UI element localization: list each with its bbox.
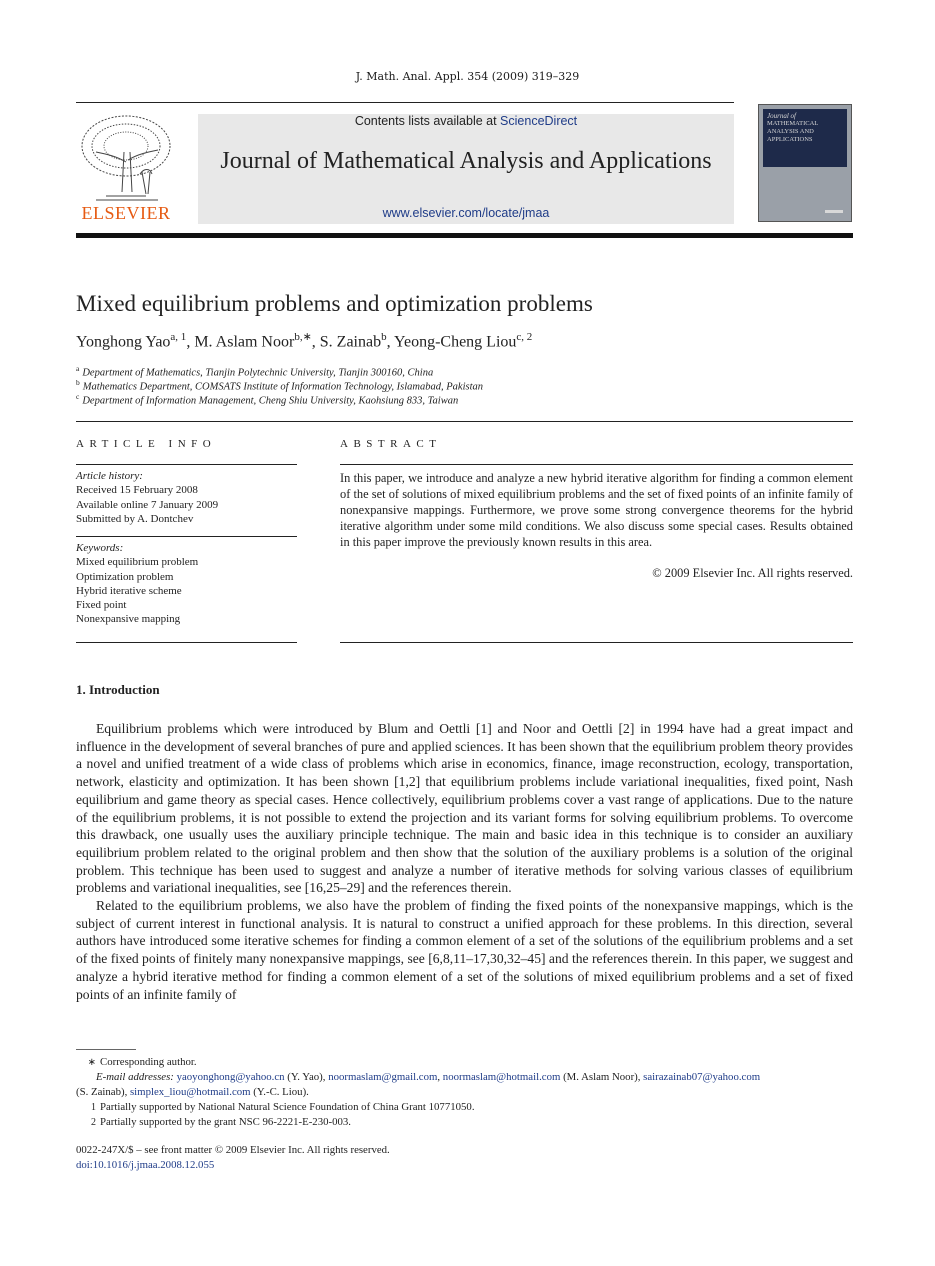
paragraph: Related to the equilibrium problems, we also have the problem of finding the fixed points of the nonexpansive mappings, which is the subject of current interest in functional analysis. It is natural to construct a unified approach for these problems. In this direction, several authors have introduced some iterative schemes for finding a common element of a set of the solutions of the equilibrium problems and a set of the fixed points of finitely many nonexpansive mappings, see [6,8,11–17,30,32–45] and the references therein. In this paper, we suggest and analyze a hybrid iterative method for finding a common element of a set of the solutions of mixed equilibrium problems and a set of fixed points of an infinite family of bbox=[76, 898, 853, 1002]
affiliation: $^b$ Mathematics Department, COMSATS Institute of Information Technology, Islamabad, Pakistan bbox=[76, 378, 483, 393]
article-info-heading: ARTICLE INFO bbox=[76, 438, 217, 450]
author-name: Yonghong Yao bbox=[76, 333, 171, 351]
elsevier-wordmark: ELSEVIER bbox=[81, 203, 171, 223]
email-link[interactable]: noormaslam@gmail.com bbox=[328, 1071, 438, 1083]
introduction-heading: 1. Introduction bbox=[76, 682, 160, 697]
footnote-rule bbox=[76, 1049, 136, 1050]
doi-link[interactable]: doi:10.1016/j.jmaa.2008.12.055 bbox=[76, 1159, 215, 1171]
affiliation: $^c$ Department of Information Management, Cheng Shiu University, Kaohsiung 833, Taiwan bbox=[76, 392, 459, 407]
paragraph: Equilibrium problems which were introduced by Blum and Oettli [1] and Noor and Oettli [2] in 1994 have had a great impact and influence in the development of several branches of pure and applied sciences. It has been shown that the equilibrium problem theory provides a novel and unified treatment of a wide class of problems which arise in economics, finance, image reconstruction, ecology, transportation, network, elasticity and optimization. It has been shown [1,2] that equilibrium problems include variational inequalities, fixed point, Nash equilibrium and game theory as special cases. Hence collectively, equilibrium problems cover a vast range of applications. Due to the nature of the equilibrium problems, it is not possible to extend the projection and its variant forms for solving equilibrium problems. To overcome this drawback, one usually uses the auxiliary principle technique. The main and basic idea in this technique is to consider an auxiliary equilibrium problem related to the original problem and then show that the solution of the auxiliary problems is a solution of the original problem. This technique has been used to suggest and analyze a number of iterative methods for solving various classes of equilibrium problems and variational inequalities, see [16,25–29] and the references therein. bbox=[76, 721, 853, 896]
journal-cover-image bbox=[758, 104, 852, 222]
footnote-corresponding: ∗ Corresponding author. bbox=[87, 1056, 197, 1068]
affiliation: $^a$ Department of Mathematics, Tianjin Polytechnic University, Tianjin 300160, China bbox=[76, 364, 434, 379]
email-link[interactable]: sairazainab07@yahoo.com bbox=[643, 1071, 761, 1083]
author-name: S. Zainab bbox=[319, 333, 382, 351]
section-divider bbox=[76, 421, 853, 422]
keyword: Nonexpansive mapping bbox=[76, 613, 181, 626]
author-name: M. Aslam Noor bbox=[194, 333, 295, 351]
footnote-2: 2 Partially supported by the grant NSC 96-2221-E-230-003. bbox=[91, 1116, 351, 1128]
abstract-rule bbox=[340, 464, 853, 465]
imprint bbox=[76, 1143, 853, 1173]
history-online: Available online 7 January 2009 bbox=[76, 498, 219, 511]
journal-citation: J. Math. Anal. Appl. 354 (2009) 319–329 bbox=[355, 70, 580, 83]
abstract-heading: ABSTRACT bbox=[340, 438, 442, 450]
abstract-copyright: © 2009 Elsevier Inc. All rights reserved. bbox=[652, 566, 853, 580]
journal-url-link[interactable]: www.elsevier.com/locate/jmaa bbox=[382, 206, 550, 220]
introduction-body bbox=[76, 720, 853, 1003]
history-submitted: Submitted by A. Dontchev bbox=[76, 512, 194, 525]
footnote-emails: E-mail addresses: yaoyonghong@yahoo.cn (Y. Yao), noormaslam@gmail.com, noormaslam@hotmail.com (M. Aslam Noor), sairazainab07@yahoo.com bbox=[96, 1071, 761, 1083]
article-history: Article history: Received 15 February 2008 Available online 7 January 2009 Submitted by A. Dontchev bbox=[76, 469, 297, 526]
footnote-emails-cont: (S. Zainab), simplex_liou@hotmail.com (Y.-C. Liou). bbox=[76, 1086, 309, 1098]
cover-title-band: Journal of MATHEMATICAL ANALYSIS AND APPLICATIONS bbox=[763, 109, 847, 167]
keyword: Hybrid iterative scheme bbox=[76, 584, 182, 597]
sciencedirect-link[interactable]: ScienceDirect bbox=[500, 114, 578, 128]
journal-header bbox=[198, 114, 734, 224]
email-link[interactable]: simplex_liou@hotmail.com bbox=[129, 1086, 251, 1098]
keywords-list: Keywords: Mixed equilibrium problem Optimization problem Hybrid iterative scheme Fixed point Nonexpansive mapping bbox=[76, 541, 297, 627]
footnotes bbox=[76, 1055, 853, 1130]
issn-line: 0022-247X/$ – see front matter © 2009 Elsevier Inc. All rights reserved. bbox=[76, 1144, 390, 1156]
email-link[interactable]: yaoyonghong@yahoo.cn bbox=[176, 1071, 285, 1083]
keyword: Optimization problem bbox=[76, 570, 174, 583]
article-info-rule bbox=[76, 464, 297, 465]
author-list: Yonghong Yao$^{a, 1}$, M. Aslam Noor$^{b,∗}$, S. Zainab$^b$, Yeong-Cheng Liou$^{c, 2}$ bbox=[76, 331, 533, 351]
paper-title: Mixed equilibrium problems and optimization problems bbox=[76, 291, 593, 316]
header-thick-rule bbox=[76, 233, 853, 238]
article-info-rule bbox=[76, 642, 297, 643]
author-name: Yeong-Cheng Liou bbox=[394, 333, 517, 351]
email-link[interactable]: noormaslam@hotmail.com bbox=[442, 1071, 561, 1083]
cover-publisher-mark bbox=[825, 210, 843, 213]
footnote-1: 1 Partially supported by National Natural Science Foundation of China Grant 10771050. bbox=[91, 1101, 475, 1113]
contents-available-line: Contents lists available at ScienceDirect bbox=[354, 114, 578, 128]
journal-title: Journal of Mathematical Analysis and Applications bbox=[220, 148, 712, 174]
elsevier-tree-icon bbox=[76, 112, 176, 204]
elsevier-logo bbox=[76, 112, 176, 224]
keyword: Fixed point bbox=[76, 599, 127, 612]
header-top-rule bbox=[76, 102, 734, 103]
history-received: Received 15 February 2008 bbox=[76, 484, 198, 497]
abstract-text: In this paper, we introduce and analyze a new hybrid iterative algorithm for finding a common element of the set of solutions of mixed equilibrium problems and the set of fixed points of an infinite family of nonexpansive mappings. Furthermore, we prove some strong convergence theorems for the hybrid iterative algorithm under some mild conditions. We also discuss some special cases. Results obtained in this paper improve the previously known results in this area. bbox=[340, 471, 853, 549]
abstract-rule bbox=[340, 642, 853, 643]
keyword: Mixed equilibrium problem bbox=[76, 556, 199, 569]
article-info-rule bbox=[76, 536, 297, 537]
